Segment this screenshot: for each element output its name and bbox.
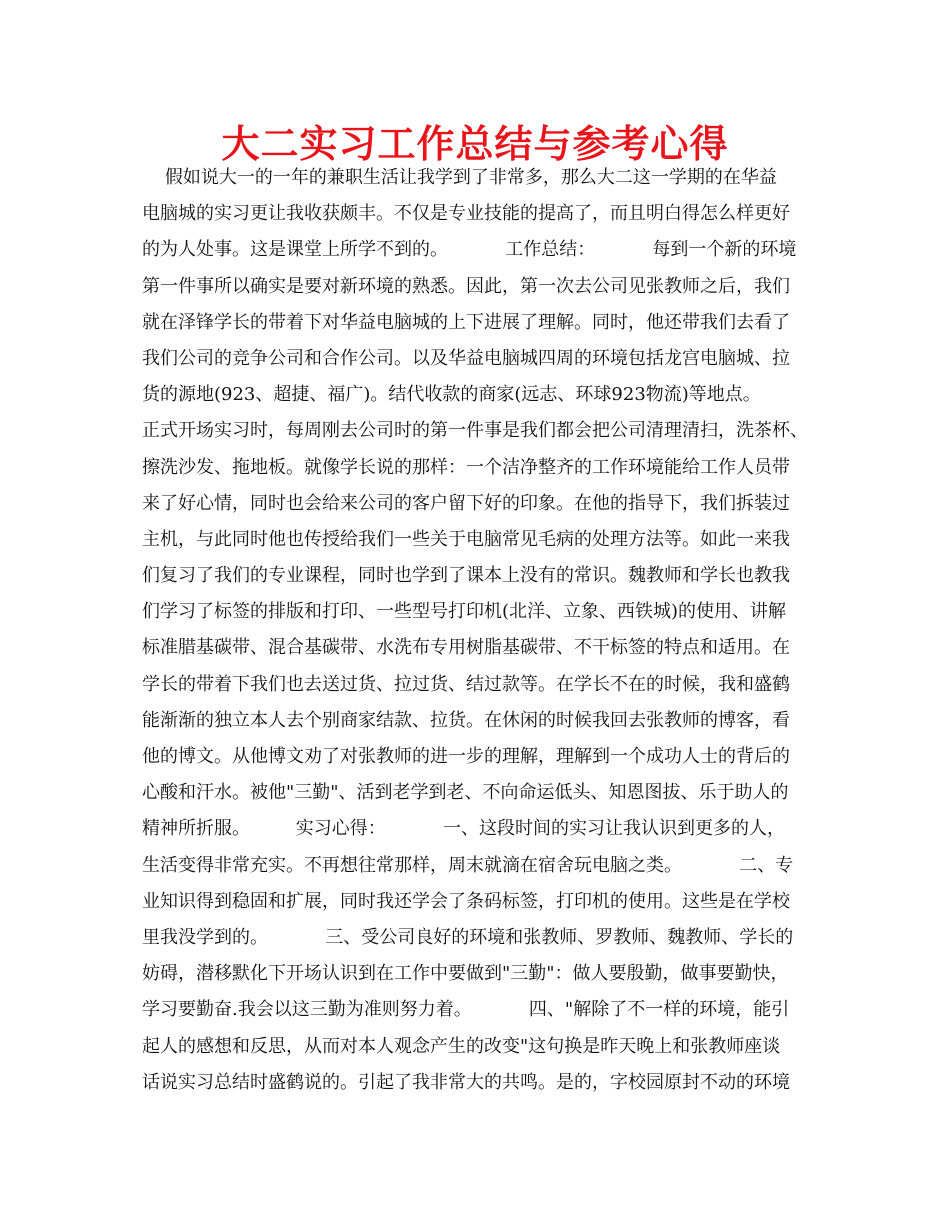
body-line: 主机，与此同时他也传授给我们一些关于电脑常见毛病的处理方法等。如此一来我 bbox=[142, 528, 790, 550]
body-line: 学长的带着下我们也去送过货、拉过货、结过款等。在学长不在的时候，我和盛鹤 bbox=[142, 673, 790, 695]
body-line: 精神所折服。 实习心得： 一、这段时间的实习让我认识到更多的人， bbox=[142, 818, 785, 840]
body-line: 就在泽锋学长的带着下对华益电脑城的上下进展了理解。同时，他还带我们去看了 bbox=[142, 311, 790, 333]
body-line: 们复习了我们的专业课程，同时也学到了课本上没有的常识。魏教师和学长也教我 bbox=[142, 565, 790, 587]
body-line: 电脑城的实习更让我收获颇丰。不仅是专业技能的提高了，而且明白得怎么样更好 bbox=[142, 203, 790, 225]
body-line: 货的源地(923、超捷、福广)。结代收款的商家(远志、环球923物流)等地点。 bbox=[142, 384, 761, 406]
document-title: 大二实习工作总结与参考心得 bbox=[221, 122, 729, 166]
body-line: 标准腊基碳带、混合基碳带、水洗布专用树脂基碳带、不干标签的特点和适用。在 bbox=[142, 637, 790, 659]
body-line: 生活变得非常充实。不再想往常那样，周末就滴在宿舍玩电脑之类。 二、专 bbox=[142, 854, 794, 876]
body-line: 里我没学到的。 三、受公司良好的环境和张教师、罗教师、魏教师、学长的 bbox=[142, 926, 794, 948]
body-line: 他的博文。从他博文劝了对张教师的进一步的理解，理解到一个成功人士的背后的 bbox=[142, 746, 790, 767]
body-line: 假如说大一的一年的兼职生活让我学到了非常多，那么大二这一学期的在华益 bbox=[142, 167, 777, 188]
body-line: 擦洗沙发、拖地板。就像学长说的那样：一个洁净整齐的工作环境能给工作人员带 bbox=[142, 456, 790, 478]
document-body bbox=[142, 160, 822, 1101]
body-line: 学习要勤奋.我会以这三勤为准则努力着。 四、"解除了不一样的环境，能引 bbox=[142, 999, 790, 1021]
body-line: 心酸和汗水。被他"三勤"、活到老学到老、不向命运低头、知恩图拔、乐于助人的 bbox=[142, 782, 789, 804]
body-line: 我们公司的竞争公司和合作公司。以及华益电脑城四周的环境包括龙宫电脑城、拉 bbox=[142, 347, 790, 369]
body-line: 业知识得到稳固和扩展，同时我还学会了条码标签，打印机的使用。这些是在学校 bbox=[142, 890, 790, 912]
body-line: 起人的感想和反思，从而对本人观念产生的改变"这句换是昨天晚上和张教师座谈 bbox=[142, 1035, 781, 1057]
body-line: 能渐渐的独立本人去个别商家结款、拉货。在休闲的时候我回去张教师的博客，看 bbox=[142, 709, 790, 731]
body-line: 话说实习总结时盛鹤说的。引起了我非常大的共鸣。是的，字校园原封不动的环境 bbox=[142, 1071, 790, 1093]
body-line: 来了好心情，同时也会给来公司的客户留下好的印象。在他的指导下，我们拆装过 bbox=[142, 492, 790, 514]
body-line: 第一件事所以确实是要对新环境的熟悉。因此，第一次去公司见张教师之后，我们 bbox=[142, 275, 790, 297]
body-line: 正式开场实习时，每周刚去公司时的第一件事是我们都会把公司清理清扫，洗茶杯、 bbox=[142, 420, 808, 442]
body-line: 妨碍，潜移默化下开场认识到在工作中要做到"三勤"：做人要殷勤，做事要勤快， bbox=[142, 963, 789, 985]
body-line: 们学习了标签的排版和打印、一些型号打印机(北洋、立象、西铁城)的使用、讲解 bbox=[142, 601, 787, 623]
body-line: 的为人处事。这是课堂上所学不到的。 工作总结： 每到一个新的环境 bbox=[142, 239, 797, 261]
